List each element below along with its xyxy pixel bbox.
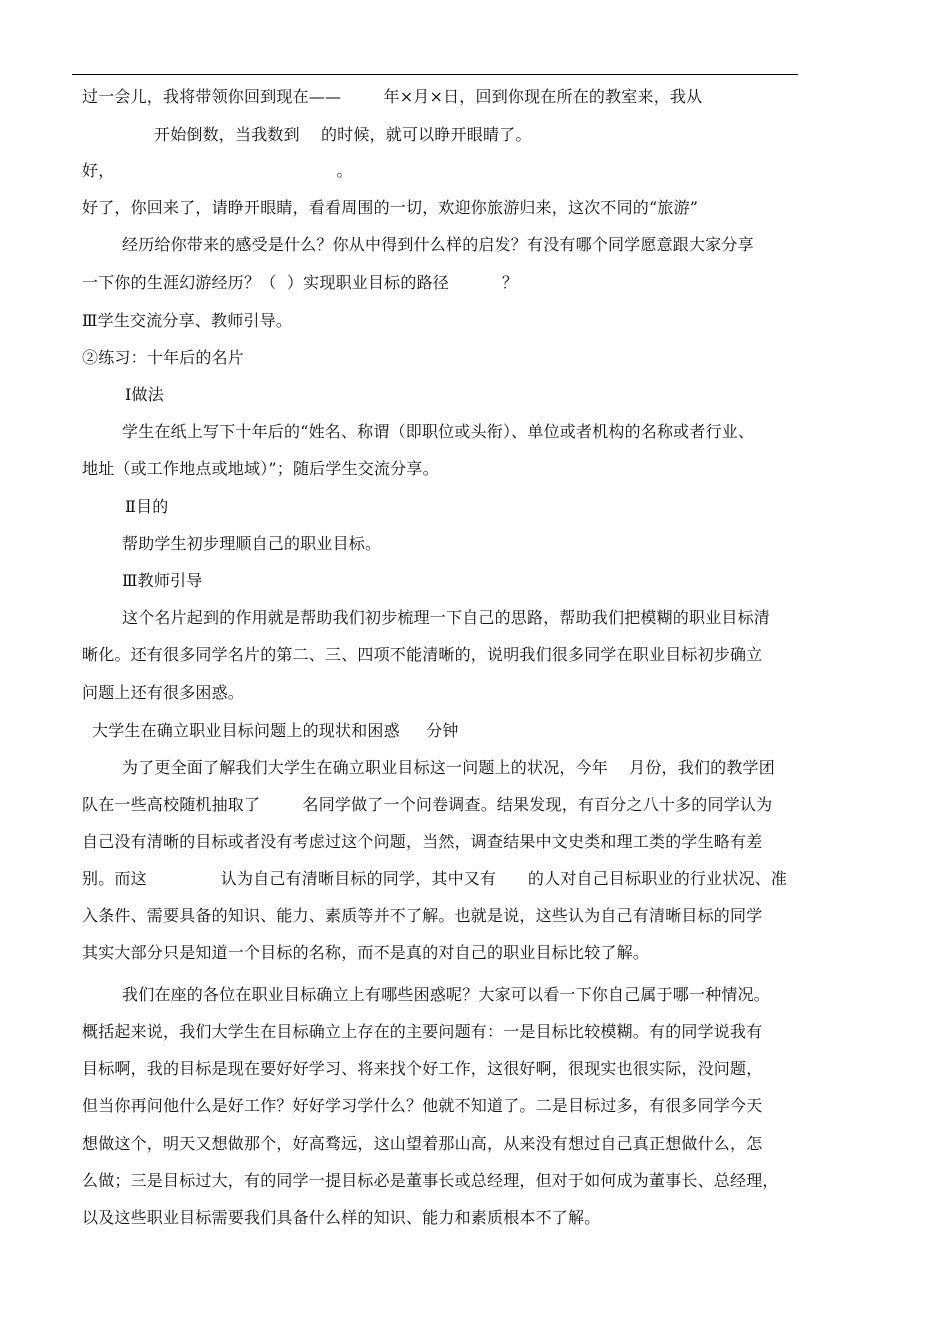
subheading: Ⅰ做法: [125, 385, 164, 404]
text-line: 自己没有清晰的目标或者没有考虑过这个问题，当然，调查结果中文史类和理工类的学生略有差: [82, 832, 763, 851]
text-line: 晰化。还有很多同学名片的第二、三、四项不能清晰的，说明我们很多同学在职业目标初步确立: [82, 645, 763, 664]
text-line: 好了，你回来了，请睁开眼睛，看看周围的一切，欢迎你旅游归来，这次不同的“旅游”: [82, 198, 699, 217]
text-line: 好， 。: [82, 161, 353, 180]
text-line: 入条件、需要具备的知识、能力、素质等并不了解。也就是说，这些认为自己有清晰目标的同学: [82, 906, 763, 925]
text-line: 想做这个，明天又想做那个，好高骛远，这山望着那山高，从来没有想过自己真正想做什么，怎: [82, 1134, 763, 1153]
section-heading: 大学生在确立职业目标问题上的现状和困惑 分钟: [92, 721, 459, 740]
section-heading: Ⅲ学生交流分享、教师引导。: [82, 311, 293, 330]
text-line: 为了更全面了解我们大学生在确立职业目标这一问题上的状况，今年 月份，我们的教学团: [122, 758, 775, 777]
text-line: 帮助学生初步理顺自己的职业目标。: [122, 534, 382, 553]
text-line: 地址（或工作地点或地域）”；随后学生交流分享。: [82, 459, 439, 478]
text-line: 概括起来说，我们大学生在目标确立上存在的主要问题有：一是目标比较模糊。有的同学说我有: [82, 1022, 763, 1041]
text-line: 队在一些高校随机抽取了 名同学做了一个问卷调查。结果发现，有百分之八十多的同学认为: [82, 795, 773, 814]
text-line: 开始倒数，当我数到 的时候，就可以睁开眼睛了。: [154, 125, 532, 144]
text-line: 问题上还有很多困惑。: [82, 683, 245, 702]
text-line: 经历给你带来的感受是什么？你从中得到什么样的启发？有没有哪个同学愿意跟大家分享: [122, 235, 754, 254]
text-line: 其实大部分只是知道一个目标的名称，而不是真的对自己的职业目标比较了解。: [82, 943, 650, 962]
subheading: Ⅱ目的: [125, 497, 169, 516]
text-line: 么做；三是目标过大，有的同学一提目标必是董事长或总经理，但对于如何成为董事长、总经理，: [82, 1171, 779, 1190]
header-rule: [72, 74, 798, 75]
text-line: 学生在纸上写下十年后的“姓名、称谓（即职位或头衔）、单位或者机构的名称或者行业、: [122, 422, 755, 441]
text-line: 我们在座的各位在职业目标确立上有哪些困惑呢？大家可以看一下你自己属于哪一种情况。: [122, 985, 771, 1004]
text-line: 但当你再问他什么是好工作？好好学习学什么？他就不知道了。二是目标过多，有很多同学今天: [82, 1096, 763, 1115]
text-line: 这个名片起到的作用就是帮助我们初步梳理一下自己的思路，帮助我们把模糊的职业目标清: [122, 608, 771, 627]
text-line: 过一会儿，我将带领你回到现在—— 年×月×日，回到你现在所在的教室来，我从: [82, 87, 703, 106]
text-line: 目标啊，我的目标是现在要好好学习、将来找个好工作，这很好啊，很现实也很实际，没问题，: [82, 1059, 763, 1078]
subheading: Ⅲ教师引导: [122, 571, 203, 590]
text-line: 以及这些职业目标需要我们具备什么样的知识、能力和素质根本不了解。: [82, 1208, 601, 1227]
text-line: 别。而这 认为自己有清晰目标的同学，其中又有 的人对自己目标职业的行业状况、准: [82, 869, 788, 888]
section-heading: ②练习：十年后的名片: [82, 348, 245, 367]
text-line: 一下你的生涯幻游经历？（ ）实现职业目标的路径 ？: [82, 273, 519, 292]
